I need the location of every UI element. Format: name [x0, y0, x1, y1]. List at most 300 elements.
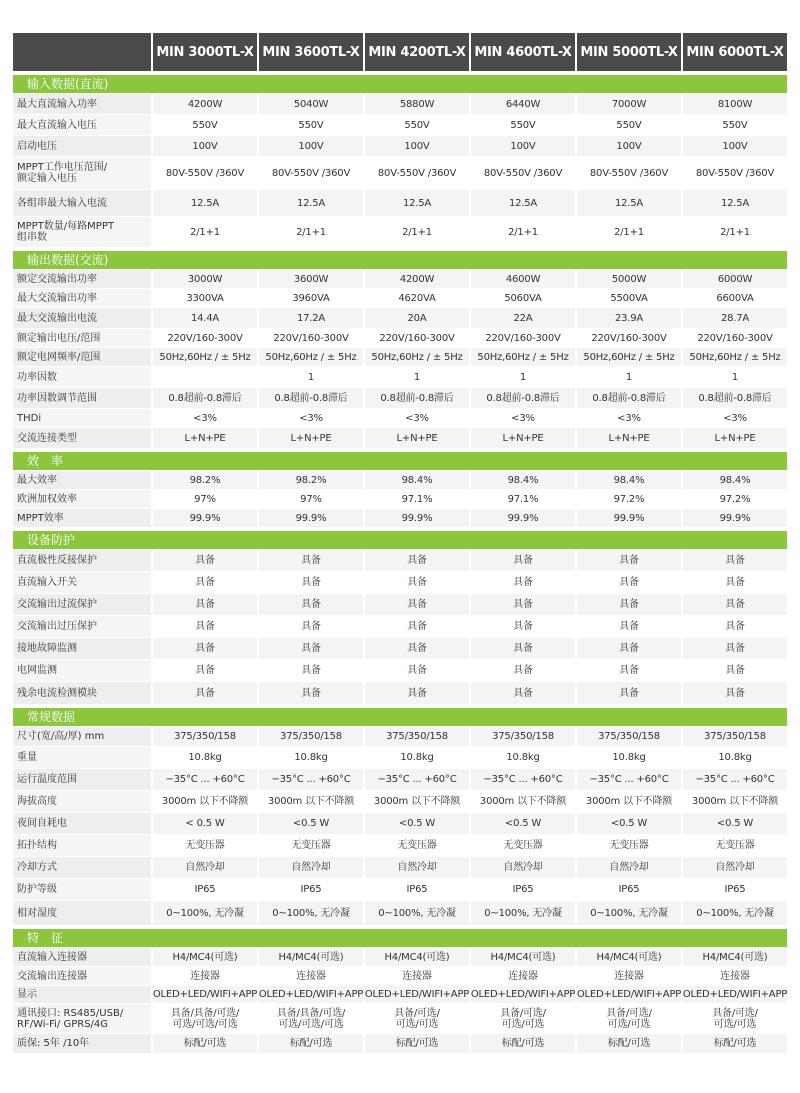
spec-value: 14.4A — [153, 308, 257, 328]
spec-value: IP65 — [365, 879, 469, 900]
spec-row — [13, 813, 787, 834]
spec-row — [13, 509, 787, 527]
spec-value: 220V/160-300V — [153, 329, 257, 347]
spec-value: 具备 — [365, 616, 469, 637]
spec-value: 28.7A — [683, 308, 787, 328]
spec-label: 残余电流检测模块 — [13, 682, 151, 704]
spec-value: 99.9% — [365, 509, 469, 527]
spec-value: 80V-550V /360V — [259, 157, 363, 189]
spec-value: 连接器 — [683, 967, 787, 985]
spec-value: 220V/160-300V — [365, 329, 469, 347]
spec-value: 具备 — [259, 572, 363, 593]
spec-label: THDi — [13, 409, 151, 427]
spec-value: 12.5A — [471, 190, 575, 216]
spec-value: 220V/160-300V — [577, 329, 681, 347]
spec-value: 具备/可选/ 可选/可选 — [365, 1004, 469, 1033]
spec-value: 80V-550V /360V — [365, 157, 469, 189]
spec-value: OLED+LED/WIFI+APP — [153, 986, 257, 1003]
spec-value: 4200W — [365, 270, 469, 288]
spec-label: MPPT效率 — [13, 509, 151, 527]
spec-value: 100V — [471, 136, 575, 156]
spec-value: 100V — [153, 136, 257, 156]
spec-row — [13, 769, 787, 790]
spec-value: 98.2% — [153, 471, 257, 489]
spec-value: IP65 — [153, 879, 257, 900]
spec-value: 550V — [259, 115, 363, 135]
spec-row — [13, 901, 787, 925]
spec-value: 3000W — [153, 270, 257, 288]
model-header-2: MIN 3600TL-X — [259, 33, 363, 71]
spec-value: 2/1+1 — [683, 217, 787, 247]
spec-value: 0~100%, 无冷凝 — [471, 901, 575, 925]
spec-value: L+N+PE — [259, 428, 363, 448]
spec-row — [13, 572, 787, 593]
spec-value: 4200W — [153, 94, 257, 114]
spec-value: 具备 — [153, 660, 257, 681]
spec-value: OLED+LED/WIFI+APP — [577, 986, 681, 1003]
spec-value: 标配/可选 — [471, 1034, 575, 1053]
spec-value: 3960VA — [259, 289, 363, 307]
spec-value: 375/350/158 — [365, 727, 469, 746]
spec-value: 10.8kg — [577, 747, 681, 768]
spec-label: 运行温度范围 — [13, 769, 151, 790]
spec-value: 98.4% — [471, 471, 575, 489]
spec-value: 具备/可选/ 可选/可选 — [683, 1004, 787, 1033]
spec-label: 接地故障监测 — [13, 638, 151, 659]
spec-value: 0~100%, 无冷凝 — [153, 901, 257, 925]
spec-value: 具备 — [577, 594, 681, 615]
spec-label: 通讯接口: RS485/USB/ RF/Wi-Fi/ GPRS/4G — [13, 1004, 151, 1033]
spec-value: 具备 — [365, 550, 469, 571]
spec-value: 6440W — [471, 94, 575, 114]
spec-value: 23.9A — [577, 308, 681, 328]
spec-row — [13, 727, 787, 746]
spec-value: 具备 — [471, 638, 575, 659]
model-header-4: MIN 4600TL-X — [471, 33, 575, 71]
spec-value: <3% — [259, 409, 363, 427]
spec-value: 550V — [365, 115, 469, 135]
spec-value: −35°C ... +60°C — [577, 769, 681, 790]
spec-value: −35°C ... +60°C — [259, 769, 363, 790]
spec-value: 具备 — [471, 616, 575, 637]
spec-label: MPPT工作电压范围/ 额定输入电压 — [13, 157, 151, 189]
spec-value: 375/350/158 — [683, 727, 787, 746]
spec-label: 功率因数 — [13, 367, 151, 387]
section-6 — [13, 929, 787, 1053]
spec-value: 2/1+1 — [365, 217, 469, 247]
spec-value: 具备 — [259, 682, 363, 704]
spec-row — [13, 967, 787, 985]
spec-row — [13, 329, 787, 347]
spec-value: <0.5 W — [259, 813, 363, 834]
spec-value: L+N+PE — [365, 428, 469, 448]
spec-value: −35°C ... +60°C — [365, 769, 469, 790]
spec-label: 直流极性反接保护 — [13, 550, 151, 571]
spec-row — [13, 1034, 787, 1053]
spec-value: 具备 — [471, 594, 575, 615]
spec-value: 220V/160-300V — [471, 329, 575, 347]
spec-value: 标配/可选 — [259, 1034, 363, 1053]
spec-value: 具备 — [153, 594, 257, 615]
spec-value: 0~100%, 无冷凝 — [683, 901, 787, 925]
spec-value: 98.4% — [365, 471, 469, 489]
spec-value: IP65 — [259, 879, 363, 900]
spec-label: 最大直流输入电压 — [13, 115, 151, 135]
spec-value: 3000m 以下不降额 — [259, 791, 363, 812]
spec-value: 无变压器 — [471, 835, 575, 856]
spec-value: 无变压器 — [365, 835, 469, 856]
spec-value: H4/MC4(可选) — [153, 948, 257, 966]
spec-value: 3000m 以下不降额 — [577, 791, 681, 812]
spec-value: −35°C ... +60°C — [683, 769, 787, 790]
spec-label: 交流输出连接器 — [13, 967, 151, 985]
spec-value: 具备 — [577, 572, 681, 593]
spec-value: 标配/可选 — [683, 1034, 787, 1053]
section-title: 效 率 — [13, 452, 787, 470]
spec-value: 具备 — [683, 572, 787, 593]
spec-value: 375/350/158 — [471, 727, 575, 746]
spec-value: 具备 — [259, 638, 363, 659]
spec-value: 具备 — [577, 616, 681, 637]
spec-value: 12.5A — [153, 190, 257, 216]
spec-value: 5500VA — [577, 289, 681, 307]
spec-value: 3000m 以下不降额 — [153, 791, 257, 812]
spec-value: 100V — [259, 136, 363, 156]
spec-value: 自然冷却 — [259, 857, 363, 878]
spec-value: H4/MC4(可选) — [471, 948, 575, 966]
spec-row — [13, 638, 787, 659]
spec-label: 各组串最大输入电流 — [13, 190, 151, 216]
spec-value: 无变压器 — [683, 835, 787, 856]
spec-value: 6000W — [683, 270, 787, 288]
spec-value: 具备 — [365, 638, 469, 659]
spec-row — [13, 747, 787, 768]
spec-value: 80V-550V /360V — [683, 157, 787, 189]
spec-row — [13, 428, 787, 448]
spec-label: 交流输出过压保护 — [13, 616, 151, 637]
spec-value: 标配/可选 — [153, 1034, 257, 1053]
spec-value: 12.5A — [683, 190, 787, 216]
spec-row — [13, 857, 787, 878]
spec-value: H4/MC4(可选) — [259, 948, 363, 966]
spec-value: 具备 — [365, 594, 469, 615]
spec-value: 375/350/158 — [153, 727, 257, 746]
spec-row — [13, 879, 787, 900]
spec-value: 99.9% — [153, 509, 257, 527]
spec-value: H4/MC4(可选) — [577, 948, 681, 966]
spec-value: 3000m 以下不降额 — [683, 791, 787, 812]
spec-value: <0.5 W — [471, 813, 575, 834]
spec-row — [13, 490, 787, 508]
spec-value: L+N+PE — [153, 428, 257, 448]
spec-row — [13, 367, 787, 387]
spec-value: 97% — [259, 490, 363, 508]
spec-value: 0~100%, 无冷凝 — [365, 901, 469, 925]
spec-label: 显示 — [13, 986, 151, 1003]
spec-value: 100V — [683, 136, 787, 156]
spec-value: IP65 — [683, 879, 787, 900]
spec-label: 欧洲加权效率 — [13, 490, 151, 508]
spec-value: 具备 — [259, 660, 363, 681]
spec-value: 98.4% — [683, 471, 787, 489]
spec-value: 3600W — [259, 270, 363, 288]
spec-value: 连接器 — [577, 967, 681, 985]
spec-value: 0.8超前-0.8滞后 — [577, 388, 681, 408]
spec-value: 12.5A — [259, 190, 363, 216]
spec-value: <3% — [683, 409, 787, 427]
spec-sheet — [13, 0, 787, 1053]
spec-value: 具备 — [471, 682, 575, 704]
spec-value: 5060VA — [471, 289, 575, 307]
spec-row — [13, 550, 787, 571]
spec-label: 交流连接类型 — [13, 428, 151, 448]
spec-value: 1 — [365, 367, 469, 387]
model-header-6: MIN 6000TL-X — [683, 33, 787, 71]
spec-label: 尺寸(宽/高/厚) mm — [13, 727, 151, 746]
spec-value: 2/1+1 — [153, 217, 257, 247]
spec-value: OLED+LED/WIFI+APP — [471, 986, 575, 1003]
spec-value: 80V-550V /360V — [577, 157, 681, 189]
spec-value: 具备 — [683, 594, 787, 615]
spec-label: 拓扑结构 — [13, 835, 151, 856]
spec-label: 最大直流输入功率 — [13, 94, 151, 114]
spec-label: 最大交流输出功率 — [13, 289, 151, 307]
spec-value: <0.5 W — [683, 813, 787, 834]
spec-value: 无变压器 — [577, 835, 681, 856]
spec-value: 1 — [471, 367, 575, 387]
spec-value: 98.2% — [259, 471, 363, 489]
spec-value: 具备 — [259, 616, 363, 637]
spec-row — [13, 1004, 787, 1033]
spec-value: −35°C ... +60°C — [153, 769, 257, 790]
spec-value: 具备 — [153, 616, 257, 637]
spec-value: 99.9% — [577, 509, 681, 527]
spec-value: 标配/可选 — [365, 1034, 469, 1053]
spec-value: 3000m 以下不降额 — [365, 791, 469, 812]
spec-value: <3% — [577, 409, 681, 427]
spec-value: 1 — [259, 367, 363, 387]
spec-value: 自然冷却 — [153, 857, 257, 878]
spec-value: 22A — [471, 308, 575, 328]
section-2 — [13, 251, 787, 448]
spec-value: 5040W — [259, 94, 363, 114]
spec-value: 具备/具备/可选/ 可选/可选/可选 — [259, 1004, 363, 1033]
spec-row — [13, 388, 787, 408]
spec-value: 10.8kg — [471, 747, 575, 768]
spec-value: <3% — [153, 409, 257, 427]
spec-value: 2/1+1 — [471, 217, 575, 247]
spec-value: 4600W — [471, 270, 575, 288]
spec-value: 50Hz,60Hz / ± 5Hz — [683, 348, 787, 366]
spec-row — [13, 115, 787, 135]
spec-row — [13, 190, 787, 216]
spec-value: 具备 — [259, 594, 363, 615]
spec-value: 具备 — [365, 572, 469, 593]
spec-value: 12.5A — [365, 190, 469, 216]
spec-value: 80V-550V /360V — [471, 157, 575, 189]
spec-value: OLED+LED/WIFI+APP — [365, 986, 469, 1003]
spec-value: −35°C ... +60°C — [471, 769, 575, 790]
spec-value: 10.8kg — [153, 747, 257, 768]
spec-label: 质保: 5年 /10年 — [13, 1034, 151, 1053]
spec-value: 具备 — [471, 660, 575, 681]
spec-label: 功率因数调节范围 — [13, 388, 151, 408]
spec-value: 具备 — [577, 682, 681, 704]
spec-row — [13, 136, 787, 156]
spec-value: 具备/可选/ 可选/可选 — [471, 1004, 575, 1033]
spec-value: 自然冷却 — [683, 857, 787, 878]
model-header-row — [13, 33, 787, 71]
spec-value: 100V — [365, 136, 469, 156]
spec-value: <3% — [365, 409, 469, 427]
spec-value: OLED+LED/WIFI+APP — [259, 986, 363, 1003]
spec-sections — [13, 75, 787, 1053]
spec-label: 冷却方式 — [13, 857, 151, 878]
spec-value: 具备 — [259, 550, 363, 571]
section-1 — [13, 75, 787, 247]
spec-value: 标配/可选 — [577, 1034, 681, 1053]
spec-value: 具备 — [577, 550, 681, 571]
spec-value: L+N+PE — [471, 428, 575, 448]
section-5 — [13, 708, 787, 925]
spec-value: 100V — [577, 136, 681, 156]
spec-value: 99.9% — [683, 509, 787, 527]
spec-value: 具备 — [153, 682, 257, 704]
spec-value: 连接器 — [153, 967, 257, 985]
spec-value: 220V/160-300V — [683, 329, 787, 347]
spec-value: 无变压器 — [259, 835, 363, 856]
spec-label: 重量 — [13, 747, 151, 768]
spec-value: 0.8超前-0.8滞后 — [259, 388, 363, 408]
model-header-5: MIN 5000TL-X — [577, 33, 681, 71]
spec-value: 99.9% — [259, 509, 363, 527]
spec-value: 1 — [577, 367, 681, 387]
spec-value: 0.8超前-0.8滞后 — [153, 388, 257, 408]
spec-value: 80V-550V /360V — [153, 157, 257, 189]
spec-row — [13, 289, 787, 307]
spec-value: 连接器 — [259, 967, 363, 985]
spec-row — [13, 94, 787, 114]
spec-value: 0.8超前-0.8滞后 — [683, 388, 787, 408]
spec-value: 50Hz,60Hz / ± 5Hz — [153, 348, 257, 366]
spec-value: 具备/具备/可选/ 可选/可选/可选 — [153, 1004, 257, 1033]
spec-label: 最大效率 — [13, 471, 151, 489]
spec-label: 直流输入连接器 — [13, 948, 151, 966]
spec-value: 10.8kg — [259, 747, 363, 768]
spec-value: 50Hz,60Hz / ± 5Hz — [365, 348, 469, 366]
spec-value: H4/MC4(可选) — [365, 948, 469, 966]
model-header-1: MIN 3000TL-X — [153, 33, 257, 71]
spec-value — [153, 367, 257, 387]
section-title: 输出数据(交流) — [13, 251, 787, 269]
spec-row — [13, 948, 787, 966]
spec-value: 10.8kg — [365, 747, 469, 768]
spec-value: 具备 — [153, 572, 257, 593]
spec-value: OLED+LED/WIFI+APP — [683, 986, 787, 1003]
spec-value: 具备 — [683, 682, 787, 704]
spec-value: 20A — [365, 308, 469, 328]
spec-value: 3300VA — [153, 289, 257, 307]
spec-label: 直流输入开关 — [13, 572, 151, 593]
spec-label: 启动电压 — [13, 136, 151, 156]
spec-value: 97.2% — [683, 490, 787, 508]
spec-value: IP65 — [471, 879, 575, 900]
section-3 — [13, 452, 787, 527]
spec-row — [13, 270, 787, 288]
section-4 — [13, 531, 787, 704]
spec-value: 0~100%, 无冷凝 — [259, 901, 363, 925]
spec-label: 海拔高度 — [13, 791, 151, 812]
spec-row — [13, 835, 787, 856]
spec-label: 相对湿度 — [13, 901, 151, 925]
spec-row — [13, 348, 787, 366]
spec-value: 0.8超前-0.8滞后 — [471, 388, 575, 408]
spec-label: 额定交流输出功率 — [13, 270, 151, 288]
spec-row — [13, 616, 787, 637]
section-title: 输入数据(直流) — [13, 75, 787, 93]
spec-value: 具备 — [577, 638, 681, 659]
spec-value: 50Hz,60Hz / ± 5Hz — [471, 348, 575, 366]
spec-row — [13, 660, 787, 681]
spec-value: <0.5 W — [365, 813, 469, 834]
spec-value: 550V — [683, 115, 787, 135]
spec-value: 连接器 — [471, 967, 575, 985]
spec-value: 具备 — [153, 550, 257, 571]
spec-value: 50Hz,60Hz / ± 5Hz — [259, 348, 363, 366]
spec-value: 自然冷却 — [577, 857, 681, 878]
spec-row — [13, 791, 787, 812]
spec-value: 无变压器 — [153, 835, 257, 856]
spec-value: L+N+PE — [577, 428, 681, 448]
spec-value: 8100W — [683, 94, 787, 114]
spec-value: <0.5 W — [577, 813, 681, 834]
spec-value: 具备/可选/ 可选/可选 — [577, 1004, 681, 1033]
spec-value: 220V/160-300V — [259, 329, 363, 347]
spec-row — [13, 217, 787, 247]
spec-value: 自然冷却 — [365, 857, 469, 878]
section-title: 常规数据 — [13, 708, 787, 726]
spec-value: 375/350/158 — [577, 727, 681, 746]
spec-value: 5000W — [577, 270, 681, 288]
spec-value: L+N+PE — [683, 428, 787, 448]
spec-label: 夜间自耗电 — [13, 813, 151, 834]
spec-row — [13, 594, 787, 615]
spec-value: 50Hz,60Hz / ± 5Hz — [577, 348, 681, 366]
spec-value: 0~100%, 无冷凝 — [577, 901, 681, 925]
spec-value: 1 — [683, 367, 787, 387]
model-header-3: MIN 4200TL-X — [365, 33, 469, 71]
spec-value: 具备 — [683, 660, 787, 681]
spec-value: 具备 — [471, 550, 575, 571]
spec-value: 具备 — [365, 682, 469, 704]
spec-value: 550V — [153, 115, 257, 135]
spec-value: 98.4% — [577, 471, 681, 489]
spec-value: 97.1% — [471, 490, 575, 508]
spec-value: 0.8超前-0.8滞后 — [365, 388, 469, 408]
spec-value: 10.8kg — [683, 747, 787, 768]
spec-value: < 0.5 W — [153, 813, 257, 834]
spec-row — [13, 157, 787, 189]
spec-label: MPPT数量/每路MPPT 组串数 — [13, 217, 151, 247]
spec-row — [13, 409, 787, 427]
spec-value: 17.2A — [259, 308, 363, 328]
spec-row — [13, 682, 787, 704]
spec-value: 97.1% — [365, 490, 469, 508]
spec-label: 额定输出电压/范围 — [13, 329, 151, 347]
spec-value: 550V — [577, 115, 681, 135]
section-title: 设备防护 — [13, 531, 787, 549]
spec-value: 99.9% — [471, 509, 575, 527]
